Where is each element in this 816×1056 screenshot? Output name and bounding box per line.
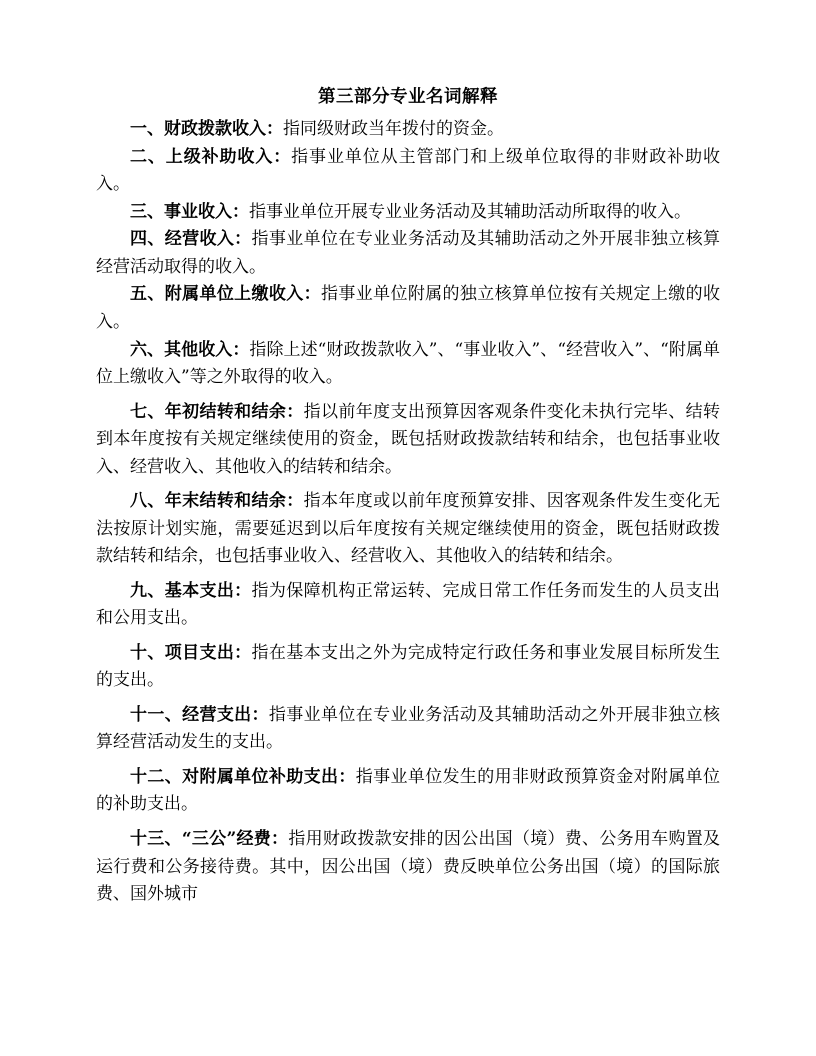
definition-term: 五、附属单位上缴收入：	[130, 284, 321, 305]
definition-paragraph	[96, 399, 720, 482]
definition-text: 指用财政拨款安排的因公出国（境）费、公务用车购置及运行费和公务接待费。其中，因公出国（境）费反映单位公务出国（境）的国际旅费、国外城市	[96, 829, 721, 905]
definition-paragraph	[96, 488, 720, 571]
definition-paragraph	[96, 764, 720, 819]
definition-paragraph	[96, 640, 720, 695]
definition-paragraph	[96, 116, 720, 144]
definition-paragraph	[96, 826, 720, 909]
definition-term: 三、事业收入：	[130, 201, 249, 222]
definition-term: 六、其他收入：	[130, 339, 250, 360]
definition-term: 十二、对附属单位补助支出：	[130, 766, 356, 787]
definition-text: 指事业单位附属的独立核算单位按有关规定上缴的收入。	[96, 284, 720, 332]
definition-term: 九、基本支出：	[130, 580, 252, 601]
definition-text: 指事业单位在专业业务活动及其辅助活动之外开展非独立核算经营活动发生的支出。	[96, 704, 721, 753]
definition-paragraph	[96, 702, 720, 757]
page-title: 第三部分专业名词解释	[318, 87, 498, 107]
definition-term: 七、年初结转和结余：	[130, 401, 304, 422]
definition-term: 四、经营收入：	[130, 229, 252, 250]
definition-text: 指在基本支出之外为完成特定行政任务和事业发展目标所发生的支出。	[96, 642, 721, 691]
definition-term: 十、项目支出：	[130, 642, 252, 663]
definition-text: 指除上述“财政拨款收入”、“事业收入”、“经营收入”、“附属单位上缴收入”等之外取得的收入。	[96, 339, 721, 388]
definition-text: 指为保障机构正常运转、完成日常工作任务而发生的人员支出和公用支出。	[96, 580, 721, 629]
definition-text: 指事业单位发生的用非财政预算资金对附属单位的补助支出。	[96, 766, 721, 815]
definition-paragraph	[96, 578, 720, 633]
definition-term: 二、上级补助收入：	[130, 146, 292, 167]
definition-term: 十三、“三公”经费：	[130, 829, 289, 849]
definition-text: 指以前年度支出预算因客观条件变化未执行完毕、结转到本年度按有关规定继续使用的资金，既包括财政拨款结转和结余，也包括事业收入、经营收入、其他收入的结转和结余。	[96, 401, 721, 477]
definition-text: 指本年度或以前年度预算安排、因客观条件发生变化无法按原计划实施，需要延迟到以后年度按有关规定继续使用的资金，既包括财政拨款结转和结余，也包括事业收入、经营收入、其他收入的结转和结余。	[96, 491, 721, 567]
definition-term: 一、财政拨款收入：	[130, 119, 283, 140]
definition-term: 十一、经营支出：	[130, 704, 269, 725]
definition-term: 八、年末结转和结余：	[130, 491, 304, 512]
definition-paragraph	[96, 199, 720, 227]
definition-text: 指事业单位开展专业业务活动及其辅助活动所取得的收入。	[249, 201, 691, 222]
definition-paragraph	[96, 226, 720, 281]
definition-text: 指同级财政当年拨付的资金。	[283, 119, 504, 140]
definition-text: 指事业单位在专业业务活动及其辅助活动之外开展非独立核算经营活动取得的收入。	[96, 229, 721, 277]
definition-text: 指事业单位从主管部门和上级单位取得的非财政补助收入。	[96, 146, 720, 195]
definition-paragraph	[96, 281, 720, 336]
definition-paragraph	[96, 337, 720, 392]
definition-paragraph	[96, 144, 720, 199]
